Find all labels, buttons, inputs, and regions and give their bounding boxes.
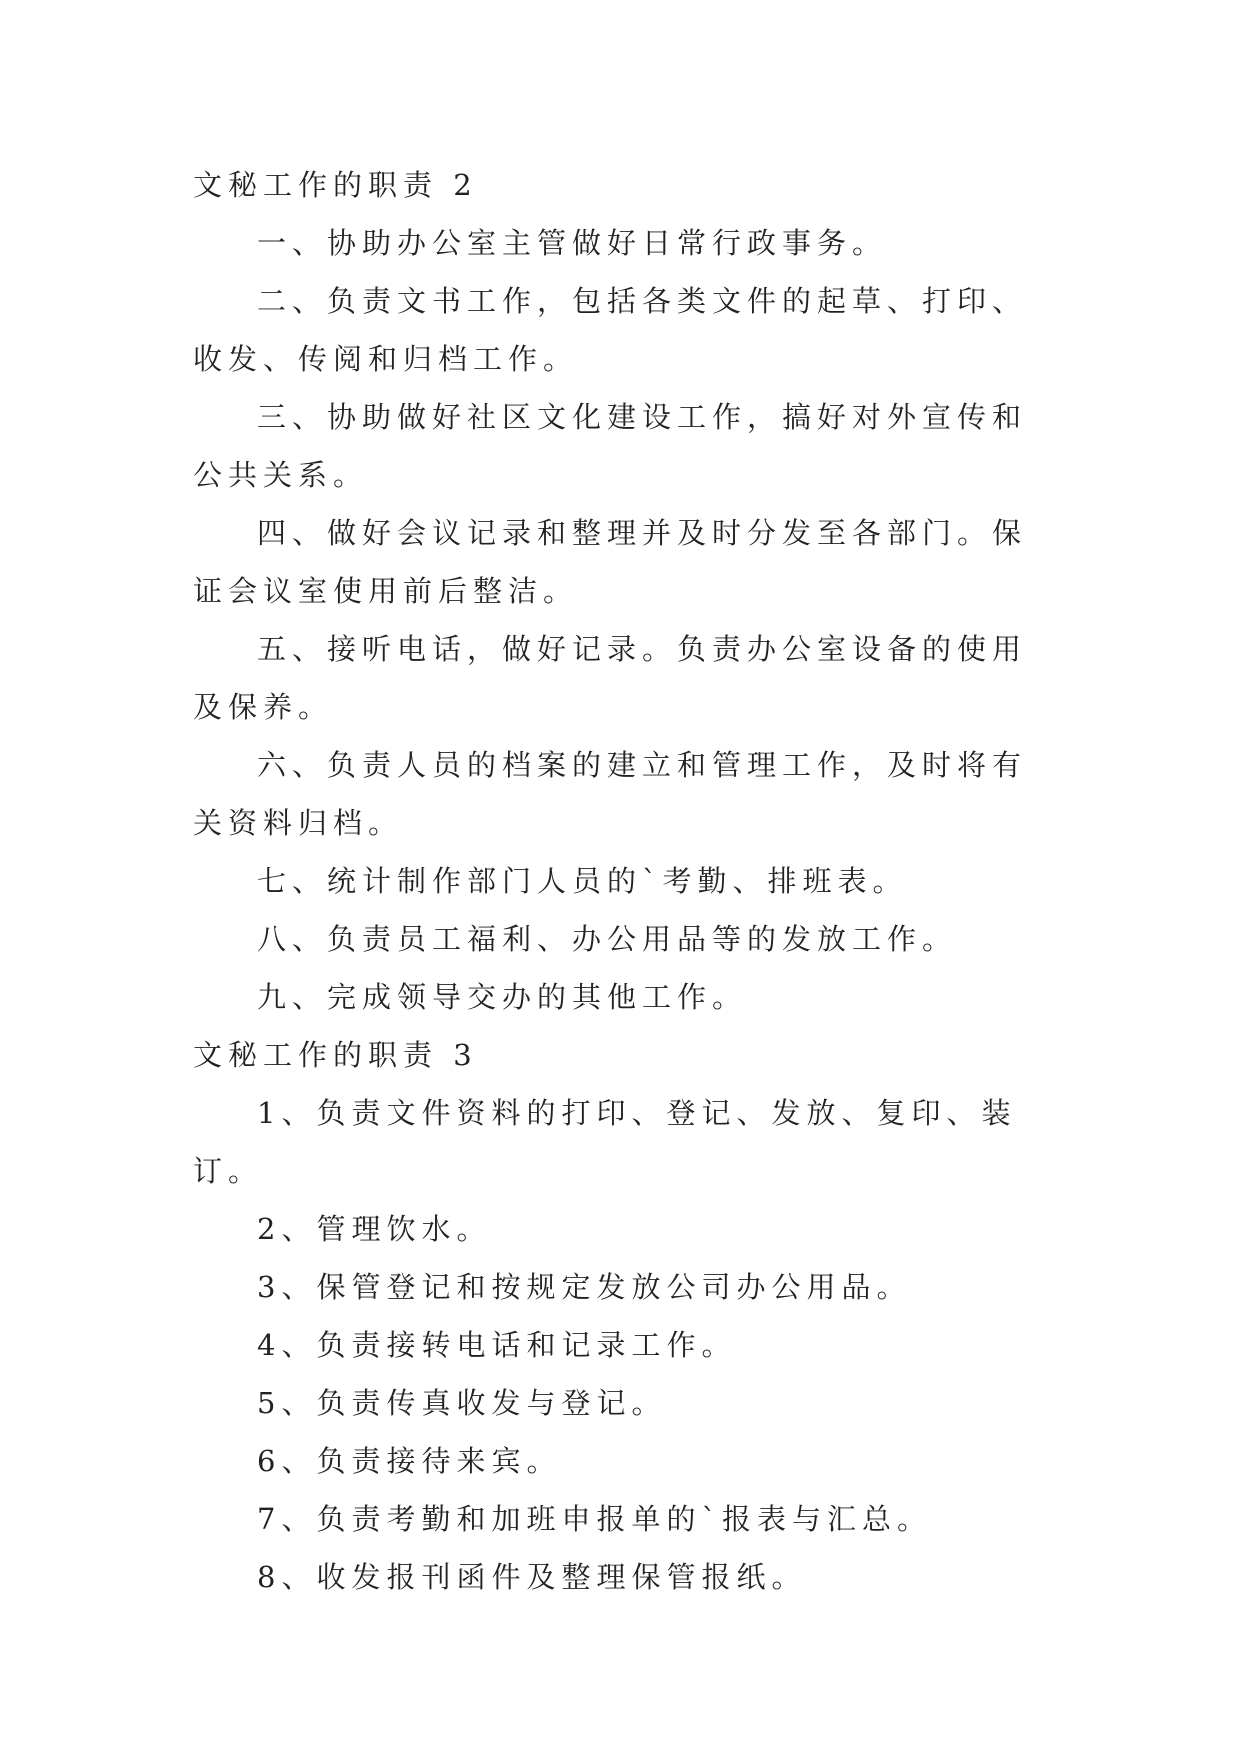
list-item: 三、协助做好社区文化建设工作，搞好对外宣传和公共关系。 [193, 400, 1028, 492]
list-item: 7、负责考勤和加班申报单的`报表与汇总。 [257, 1502, 932, 1536]
list-item: 5、负责传真收发与登记。 [257, 1386, 667, 1420]
list-item: 3、保管登记和按规定发放公司办公用品。 [257, 1270, 912, 1304]
list-item: 4、负责接转电话和记录工作。 [257, 1328, 737, 1362]
list-item: 七、统计制作部门人员的`考勤、排班表。 [257, 864, 908, 898]
section-title: 文秘工作的职责 2 [193, 168, 478, 202]
list-item: 九、完成领导交办的其他工作。 [257, 980, 748, 1014]
list-item: 8、收发报刊函件及整理保管报纸。 [257, 1560, 807, 1594]
list-item: 一、协助办公室主管做好日常行政事务。 [257, 226, 888, 260]
list-item: 五、接听电话，做好记录。负责办公室设备的使用及保养。 [193, 632, 1028, 724]
list-item: 四、做好会议记录和整理并及时分发至各部门。保证会议室使用前后整洁。 [193, 516, 1028, 608]
list-item: 6、负责接待来宾。 [257, 1444, 562, 1478]
list-item: 八、负责员工福利、办公用品等的发放工作。 [257, 922, 958, 956]
section-title: 文秘工作的职责 3 [193, 1038, 478, 1072]
list-item: 2、管理饮水。 [257, 1212, 492, 1246]
document-body [193, 156, 1053, 1606]
list-item: 二、负责文书工作，包括各类文件的起草、打印、收发、传阅和归档工作。 [193, 284, 1028, 376]
list-item: 1、负责文件资料的打印、登记、发放、复印、装订。 [193, 1096, 1017, 1188]
list-item: 六、负责人员的档案的建立和管理工作，及时将有关资料归档。 [193, 748, 1028, 840]
